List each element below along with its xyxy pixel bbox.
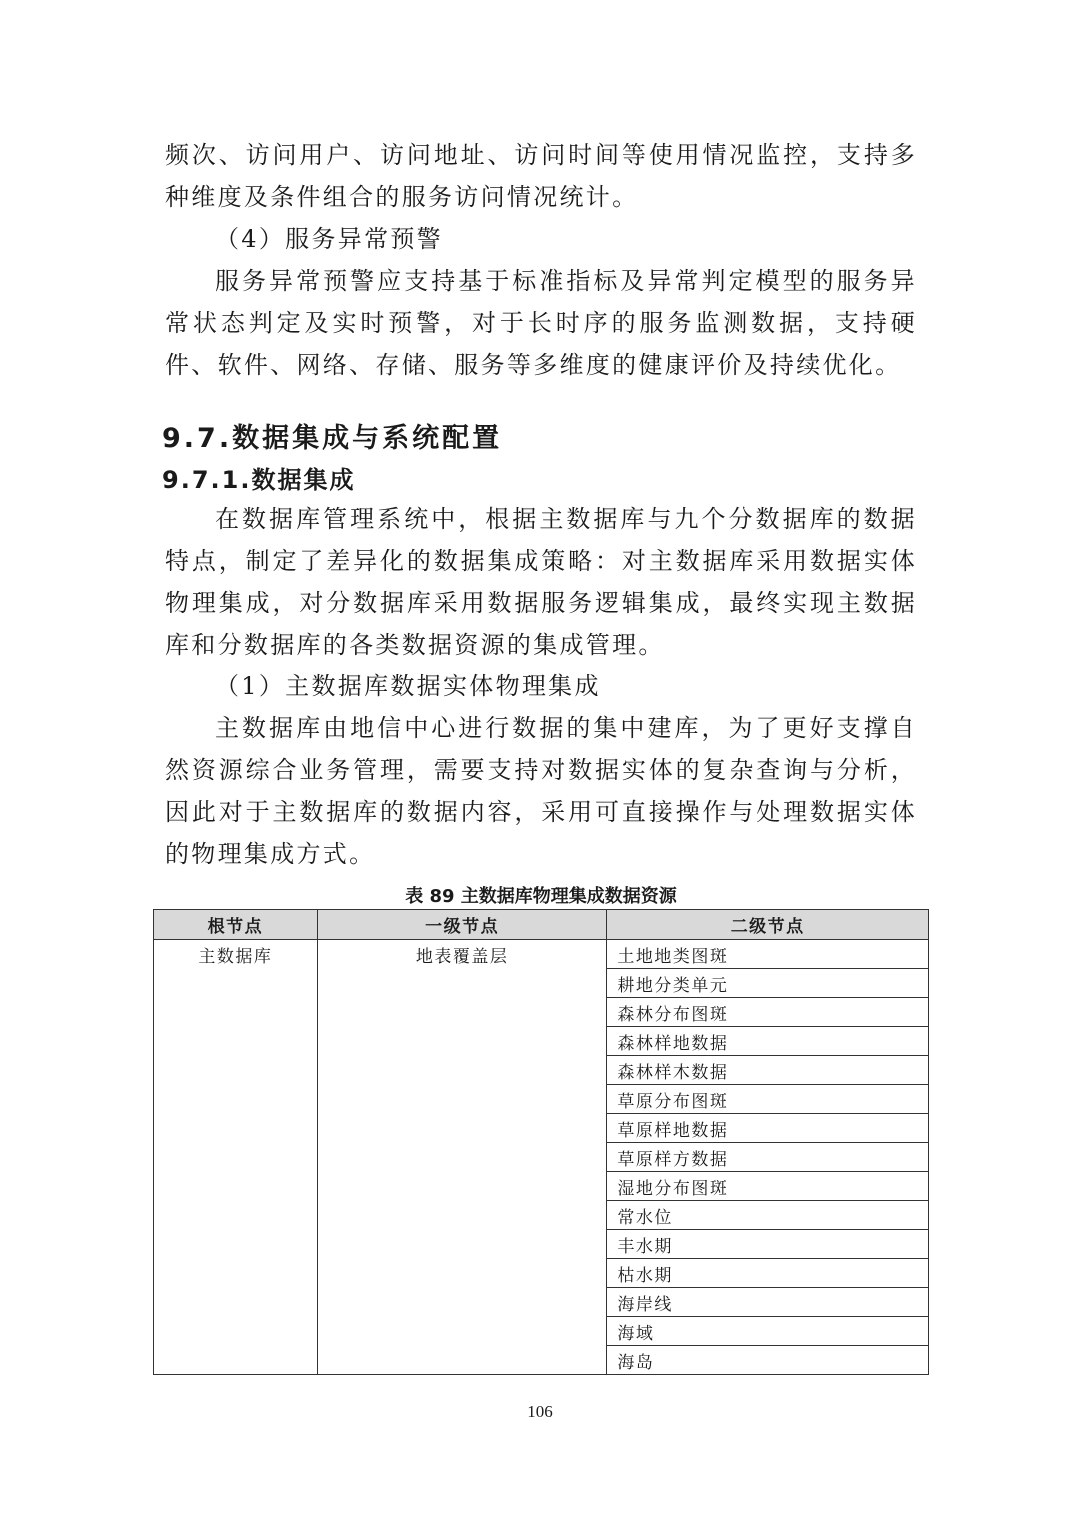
table-row bbox=[154, 940, 929, 969]
level2-node-cell: 枯水期 bbox=[607, 1259, 929, 1288]
level2-node-cell: 海域 bbox=[607, 1317, 929, 1346]
level2-node-cell: 海岸线 bbox=[607, 1288, 929, 1317]
level2-node-cell: 常水位 bbox=[607, 1201, 929, 1230]
header-root-node: 根节点 bbox=[154, 910, 318, 940]
level2-node-cell: 耕地分类单元 bbox=[607, 969, 929, 998]
root-node-cell: 主数据库 bbox=[154, 940, 318, 1375]
paragraph-data-integration: 在数据库管理系统中，根据主数据库与九个分数据库的数据特点，制定了差异化的数据集成策略：对主数据库采用数据实体物理集成，对分数据库采用数据服务逻辑集成，最终实现主数据库和分数据库的各类数据资源的集成管理。 bbox=[165, 505, 917, 659]
table-caption: 表 89 主数据库物理集成数据资源 bbox=[405, 886, 677, 907]
resource-table bbox=[153, 909, 929, 1375]
section-heading-9-7: 9.7.数据集成与系统配置 bbox=[162, 423, 503, 454]
level2-node-cell: 草原样方数据 bbox=[607, 1143, 929, 1172]
level2-node-cell: 草原样地数据 bbox=[607, 1114, 929, 1143]
header-level1-node: 一级节点 bbox=[317, 910, 607, 940]
paragraph-service-alert: 服务异常预警应支持基于标准指标及异常判定模型的服务异常状态判定及实时预警，对于长时序的服务监测数据，支持硬件、软件、网络、存储、服务等多维度的健康评价及持续优化。 bbox=[165, 267, 917, 379]
level2-node-cell: 森林样木数据 bbox=[607, 1056, 929, 1085]
level2-node-cell: 湿地分布图斑 bbox=[607, 1172, 929, 1201]
level2-node-cell: 森林样地数据 bbox=[607, 1027, 929, 1056]
page-number: 106 bbox=[527, 1402, 553, 1421]
subheading-physical-integration: （1）主数据库数据实体物理集成 bbox=[215, 672, 601, 700]
paragraph-physical-integration: 主数据库由地信中心进行数据的集中建库，为了更好支撑自然资源综合业务管理，需要支持对数据实体的复杂查询与分析，因此对于主数据库的数据内容，采用可直接操作与处理数据实体的物理集成方式。 bbox=[165, 714, 917, 868]
level2-node-cell: 森林分布图斑 bbox=[607, 998, 929, 1027]
paragraph-usage-monitoring: 频次、访问用户、访问地址、访问时间等使用情况监控，支持多种维度及条件组合的服务访问情况统计。 bbox=[165, 141, 917, 211]
level2-node-cell: 丰水期 bbox=[607, 1230, 929, 1259]
level2-node-cell: 海岛 bbox=[607, 1346, 929, 1375]
header-level2-node: 二级节点 bbox=[607, 910, 929, 940]
level2-node-cell: 草原分布图斑 bbox=[607, 1085, 929, 1114]
level1-node-cell: 地表覆盖层 bbox=[317, 940, 607, 1375]
subheading-service-alert: （4）服务异常预警 bbox=[215, 225, 443, 253]
level2-node-cell: 土地地类图斑 bbox=[607, 940, 929, 969]
section-heading-9-7-1: 9.7.1.数据集成 bbox=[162, 466, 356, 494]
table-header-row bbox=[154, 910, 929, 940]
